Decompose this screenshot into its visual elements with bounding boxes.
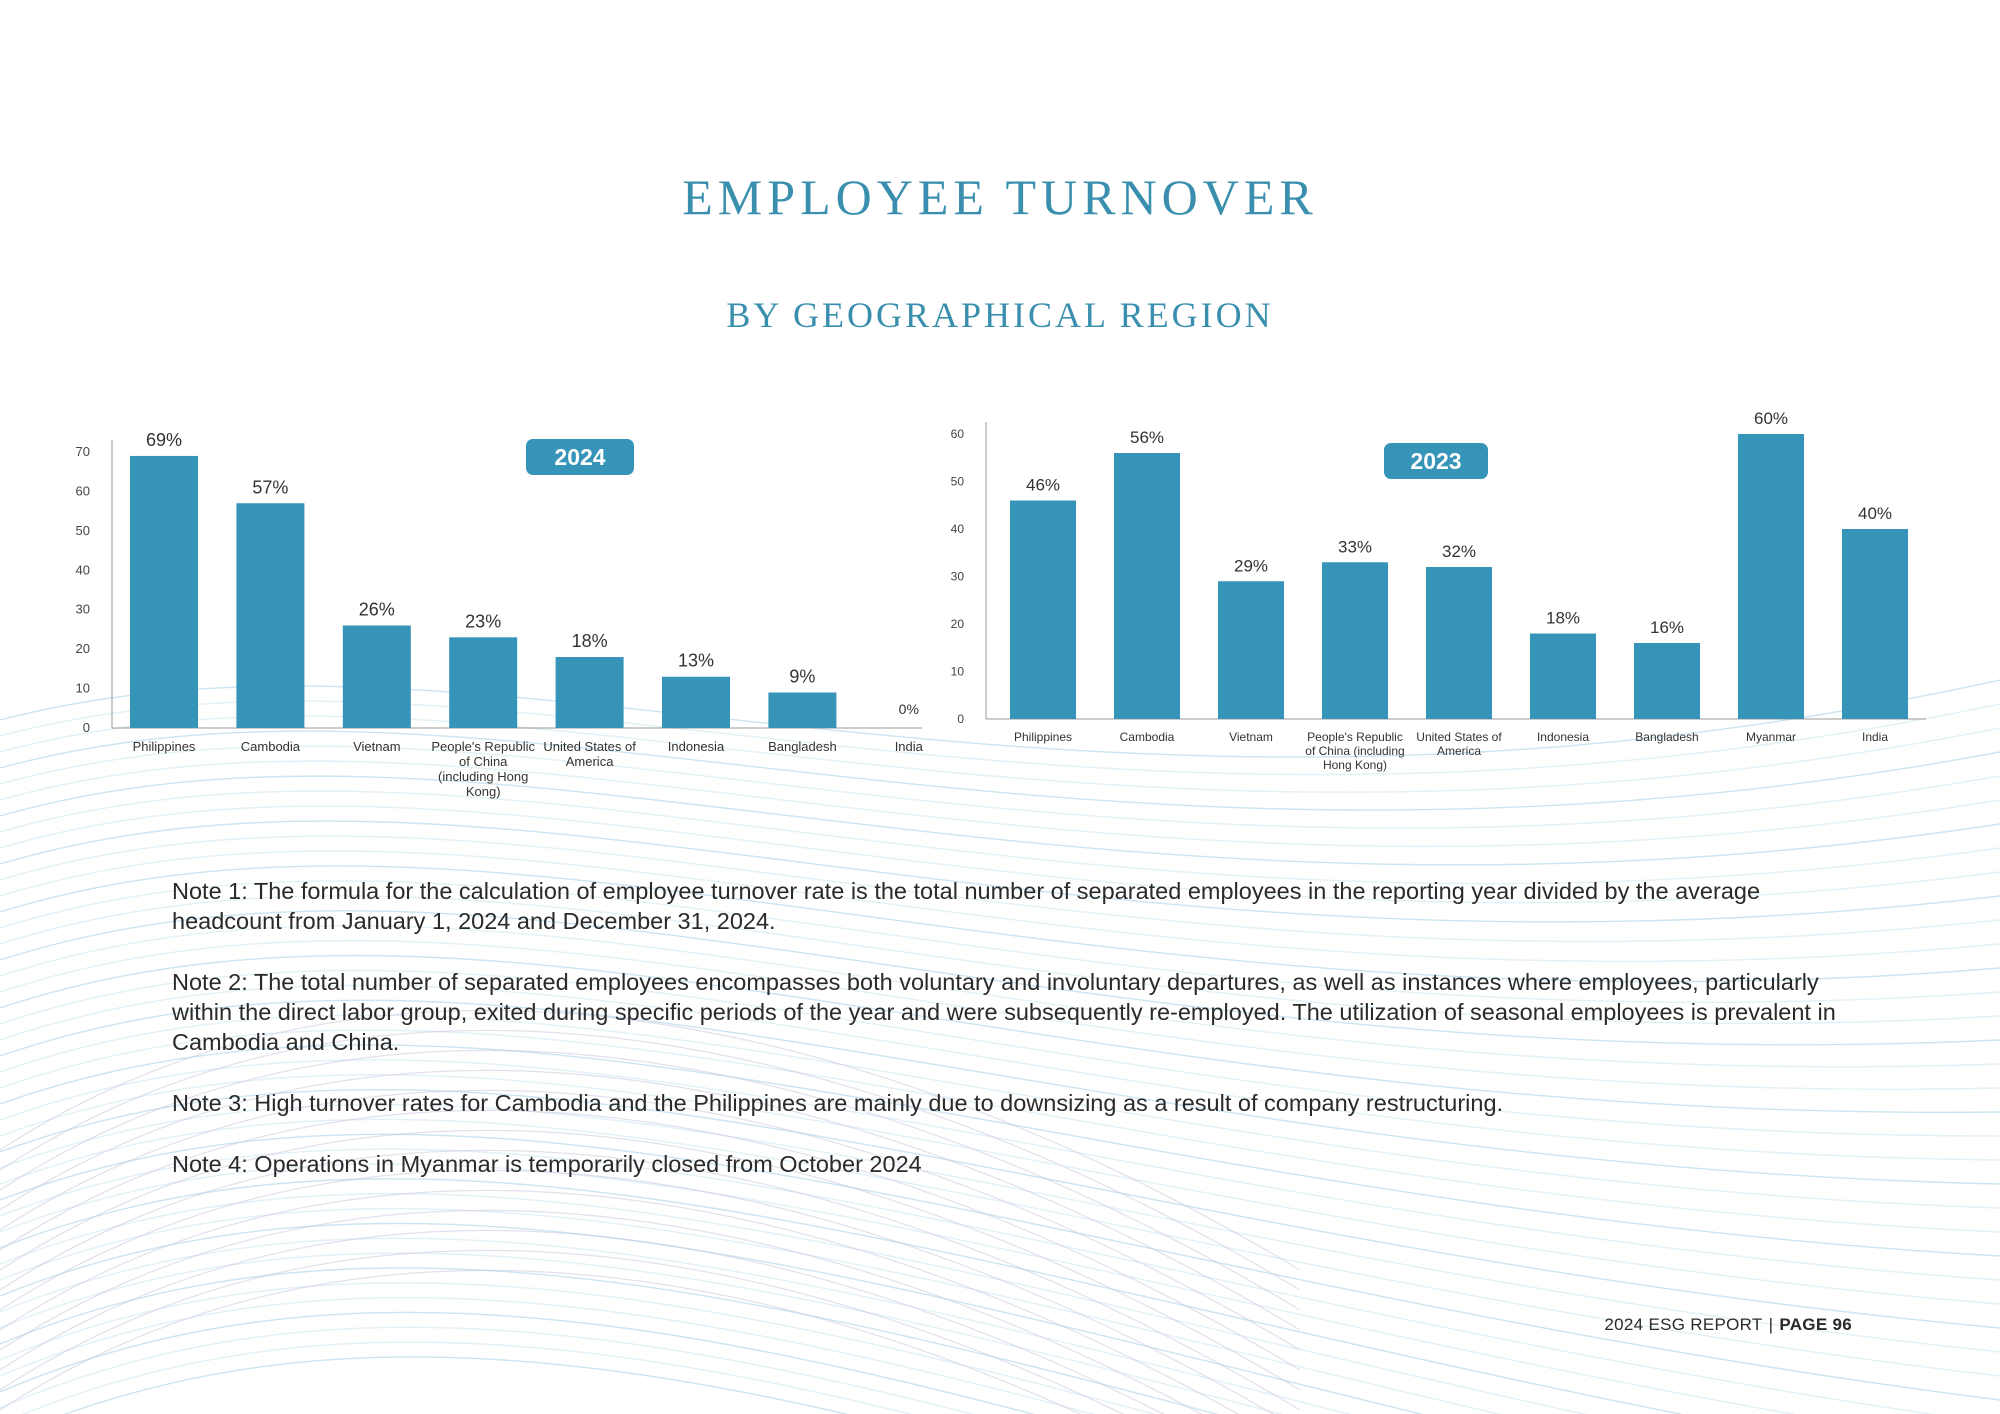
data-label: 60% — [1753, 409, 1789, 428]
y-tick-label: 60 — [950, 427, 964, 441]
y-tick-label: 30 — [75, 601, 90, 617]
bar — [662, 677, 730, 728]
bar — [1010, 501, 1076, 720]
data-label: 18% — [571, 631, 608, 652]
bar — [236, 503, 304, 728]
y-tick-label: 50 — [75, 522, 90, 538]
chart-2024 — [60, 420, 940, 820]
y-tick-label: 50 — [950, 474, 964, 489]
bar — [1322, 562, 1388, 719]
bar — [130, 456, 198, 728]
bar — [768, 693, 836, 728]
data-label: 16% — [1649, 618, 1685, 637]
year-badge-label: 2024 — [554, 444, 606, 470]
y-tick-label: 20 — [75, 641, 90, 657]
y-tick-label: 40 — [950, 522, 964, 536]
x-category-label: Cambodia — [1119, 730, 1175, 744]
y-tick-label: 20 — [950, 617, 964, 631]
y-tick-label: 0 — [82, 720, 90, 735]
data-label: 18% — [1545, 608, 1581, 628]
y-tick-label: 70 — [75, 444, 90, 459]
page-subtitle: BY GEOGRAPHICAL REGION — [726, 295, 1274, 335]
data-label: 23% — [465, 611, 502, 632]
data-label: 26% — [358, 599, 395, 620]
x-category-label: India — [894, 739, 923, 754]
footer-page-number: PAGE 96 — [1779, 1315, 1852, 1334]
x-category-label: Bangladesh — [1635, 730, 1699, 744]
x-category-label: India — [1861, 730, 1889, 744]
page-title: EMPLOYEE TURNOVER — [682, 169, 1318, 225]
chart-2023 — [950, 400, 1940, 780]
bar — [1114, 453, 1180, 719]
x-category-label: Indonesia — [667, 739, 725, 754]
x-category-label: Philippines — [1013, 730, 1073, 744]
data-label: 32% — [1441, 542, 1477, 561]
data-label: 40% — [1857, 504, 1893, 523]
notes-section — [172, 876, 1872, 1210]
x-category-label: Bangladesh — [768, 739, 837, 754]
data-label: 29% — [1233, 556, 1269, 576]
bar — [1218, 581, 1284, 719]
y-tick-label: 10 — [75, 680, 90, 696]
data-label: 13% — [677, 650, 715, 671]
note-1: Note 1: The formula for the calculation of employee turnover rate is the total number of separated employees in the reporting year divided by the average headcount from January 1, 2024 and December 31, 2024. — [172, 878, 1761, 934]
y-tick-label: 10 — [950, 664, 964, 679]
year-badge — [1384, 443, 1488, 479]
year-badge — [526, 439, 634, 475]
x-category-label: Philippines — [132, 739, 196, 754]
x-category-label: People's Republic of China (including Hong Kong) — [431, 739, 536, 799]
x-category-label: Indonesia — [1536, 730, 1590, 744]
data-label: 9% — [789, 666, 816, 687]
x-category-label: People's Republic of China (including Hong Kong) — [1305, 730, 1405, 772]
x-category-label: Cambodia — [240, 739, 301, 754]
x-category-label: Myanmar — [1745, 730, 1797, 744]
bar — [1634, 643, 1700, 719]
note-3: Note 3: High turnover rates for Cambodia and the Philippines are mainly due to downsizing as a result of company restructuring. — [172, 1090, 1504, 1116]
bar — [1738, 434, 1804, 719]
note-4: Note 4: Operations in Myanmar is temporarily closed from October 2024 — [172, 1151, 922, 1177]
data-label: 69% — [145, 429, 183, 450]
x-category-label: United States of America — [543, 739, 636, 769]
year-badge-label: 2023 — [1410, 448, 1462, 474]
y-tick-label: 30 — [950, 569, 964, 584]
data-label: 33% — [1337, 537, 1373, 557]
footer-report-name: 2024 ESG REPORT — [1604, 1315, 1763, 1334]
bar — [1842, 529, 1908, 719]
note-2: Note 2: The total number of separated employees encompasses both voluntary and involuntary departures, as well as instances where employees, particularly within the direct labor group, exited during specific periods of the year and were subsequently re-employed. The utilization of seasonal employees is prevalent in Cambodia and China. — [172, 969, 1836, 1055]
y-tick-label: 60 — [75, 483, 90, 499]
page-footer — [1604, 1315, 1852, 1335]
x-category-label: Vietnam — [353, 739, 401, 754]
bar — [1530, 634, 1596, 720]
data-label: 56% — [1129, 428, 1165, 447]
data-label: 0% — [898, 701, 919, 717]
bar — [449, 637, 517, 728]
data-label: 46% — [1025, 475, 1061, 495]
footer-separator: | — [1768, 1315, 1774, 1334]
y-tick-label: 40 — [75, 562, 90, 578]
y-tick-label: 0 — [957, 712, 964, 726]
data-label: 57% — [252, 477, 289, 498]
bar — [343, 625, 411, 728]
bar — [1426, 567, 1492, 719]
bar — [556, 657, 624, 728]
x-category-label: United States of America — [1416, 730, 1502, 758]
x-category-label: Vietnam — [1229, 730, 1273, 744]
